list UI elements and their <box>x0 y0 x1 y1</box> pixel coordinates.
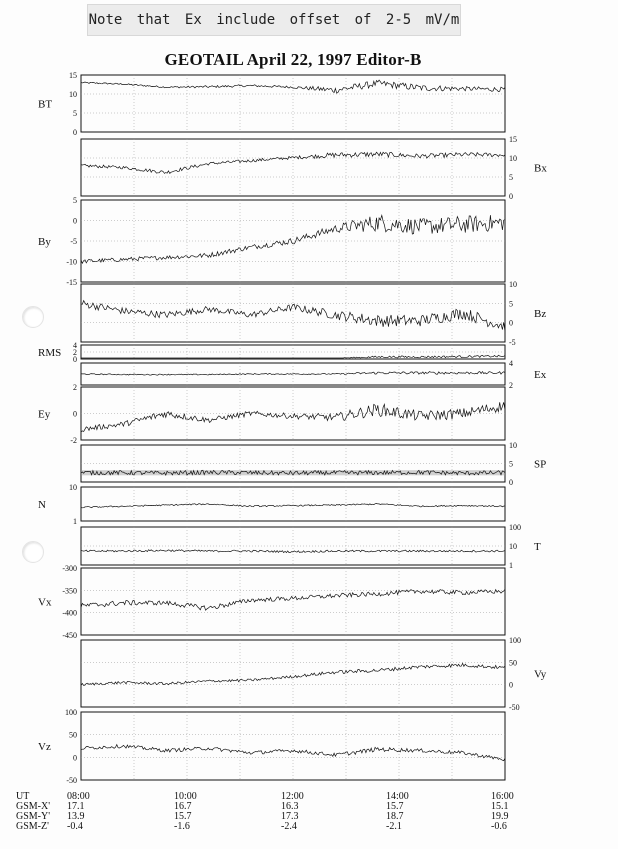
tick-label-bt: 15 <box>69 71 77 80</box>
orbit-row-value: 19.9 <box>491 811 509 822</box>
orbit-row-value: 16.7 <box>174 801 192 812</box>
tick-label-vx: -300 <box>62 564 77 573</box>
orbit-row-value: 13.9 <box>67 811 85 822</box>
offset-note: Note that Ex include offset of 2-5 mV/m <box>87 4 461 36</box>
tick-label-sp: 0 <box>509 478 513 487</box>
orbit-row-value: 15.7 <box>386 801 404 812</box>
tick-label-n: 1 <box>73 517 77 526</box>
tick-label-t: 1 <box>509 561 513 570</box>
tick-label-bt: 5 <box>73 109 77 118</box>
tick-label-vz: 0 <box>73 753 77 763</box>
orbit-row-value: 17.1 <box>67 801 85 812</box>
tick-label-bt: 10 <box>69 90 77 99</box>
panel-label-vx: Vx <box>38 596 52 609</box>
tick-label-ey: -2 <box>70 436 77 445</box>
series-line-ey <box>81 402 505 432</box>
orbit-row-value: 18.7 <box>386 811 404 822</box>
orbit-row-label: GSM-Y' <box>16 811 51 822</box>
orbit-row-ut <box>0 792 618 802</box>
tick-label-by: -5 <box>70 237 77 246</box>
tick-label-ex: 2 <box>509 381 513 390</box>
panel-label-vz: Vz <box>38 741 51 753</box>
series-line-vz <box>81 745 505 761</box>
orbit-row-value: -0.6 <box>491 821 507 832</box>
orbit-row-label: UT <box>16 791 30 802</box>
orbit-row-value: -0.4 <box>67 821 83 832</box>
panel-label-rms: RMS <box>38 347 62 359</box>
tick-label-vz: 50 <box>69 730 77 740</box>
series-line-bt <box>81 80 505 93</box>
tick-label-vz: 100 <box>65 708 77 717</box>
tick-label-rms: 0 <box>73 355 77 364</box>
panel-label-by: By <box>38 236 51 248</box>
panel-label-ex: Ex <box>534 369 547 381</box>
panel-label-sp: SP <box>534 458 547 471</box>
tick-label-ey: 0 <box>73 409 77 419</box>
orbit-row-value: -2.1 <box>386 821 402 832</box>
tick-label-vz: -50 <box>66 776 77 785</box>
panel-label-bx: Bx <box>534 162 547 175</box>
tick-label-sp: 10 <box>509 441 517 450</box>
tick-label-by: -15 <box>66 278 77 287</box>
tick-label-by: 5 <box>73 196 77 205</box>
tick-label-n: 10 <box>69 483 77 492</box>
tick-label-bt: 0 <box>73 128 77 137</box>
panel-label-ey: Ey <box>38 408 51 421</box>
tick-label-bz: 5 <box>509 299 513 309</box>
orbit-row-value: 14:00 <box>386 791 409 802</box>
tick-label-bz: 10 <box>509 280 517 289</box>
tick-label-bz: 0 <box>509 318 513 328</box>
panel-label-t: T <box>534 541 541 553</box>
orbit-row-value: 10:00 <box>174 791 197 802</box>
tick-label-bx: 10 <box>509 154 517 163</box>
tick-label-vy: 50 <box>509 658 517 668</box>
orbit-row-value: 17.3 <box>281 811 299 822</box>
tick-label-sp: 5 <box>509 459 513 469</box>
orbit-row-gsmy <box>0 812 618 822</box>
tick-label-vx: -450 <box>62 631 77 640</box>
orbit-row-gsmx <box>0 802 618 812</box>
orbit-row-value: -2.4 <box>281 821 297 832</box>
tick-label-t: 10 <box>509 542 517 551</box>
tick-label-rms: 4 <box>73 341 77 350</box>
tick-label-vx: -350 <box>62 586 77 596</box>
orbit-row-value: 16.3 <box>281 801 299 812</box>
panel-frame-bz <box>81 284 505 342</box>
orbit-row-value: 12:00 <box>281 791 304 802</box>
chart-title: GEOTAIL April 22, 1997 Editor-B <box>164 50 422 69</box>
panel-label-vy: Vy <box>534 668 547 681</box>
panel-label-n: N <box>38 499 46 511</box>
tick-label-rms: 2 <box>73 348 77 357</box>
panel-frame-n <box>81 487 505 521</box>
panel-label-bz: Bz <box>534 308 547 320</box>
tick-label-bx: 5 <box>509 173 513 182</box>
tick-label-vy: -50 <box>509 703 520 712</box>
tick-label-ey: 2 <box>73 383 77 392</box>
orbit-row-label: GSM-Z' <box>16 821 49 832</box>
tick-label-vx: -400 <box>62 608 77 618</box>
panel-label-bt: BT <box>38 98 53 111</box>
tick-label-by: 0 <box>73 216 77 226</box>
tick-label-bz: -5 <box>509 338 516 347</box>
tick-label-t: 100 <box>509 523 521 532</box>
orbit-row-value: 16:00 <box>491 791 514 802</box>
tick-label-bx: 0 <box>509 192 513 201</box>
orbit-row-value: 08:00 <box>67 791 90 802</box>
tick-label-by: -10 <box>66 257 77 267</box>
tick-label-bx: 15 <box>509 135 517 144</box>
tick-label-vy: 0 <box>509 680 513 690</box>
orbit-row-value: 15.7 <box>174 811 192 822</box>
orbit-row-value: 15.1 <box>491 801 509 812</box>
orbit-row-value: -1.6 <box>174 821 190 832</box>
tick-label-vy: 100 <box>509 636 521 645</box>
tick-label-ex: 4 <box>509 359 513 368</box>
series-line-bx <box>81 152 505 173</box>
orbit-row-label: GSM-X' <box>16 801 51 812</box>
orbit-row-gsmz <box>0 822 618 832</box>
